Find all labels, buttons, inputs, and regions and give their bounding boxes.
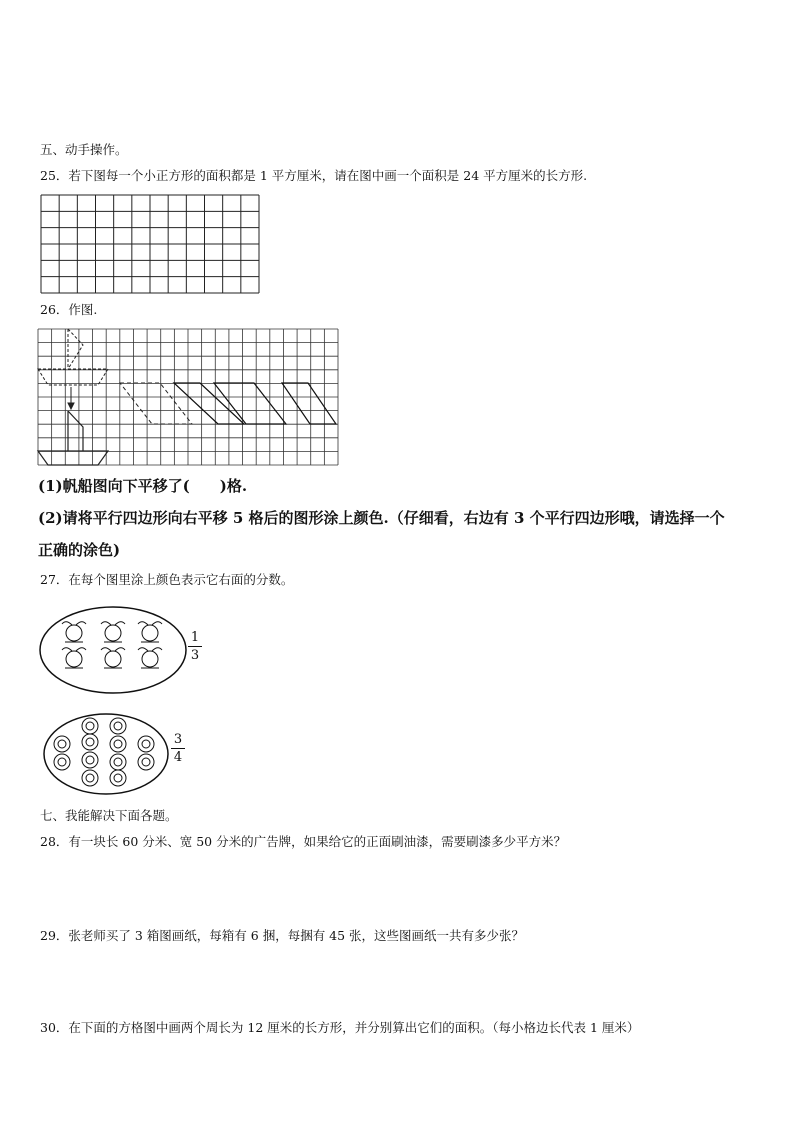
question-28-text: 28．有一块长 60 分米、宽 50 分米的广告牌，如果给它的正面刷油漆，需要刷漆多少平方米？	[40, 834, 567, 849]
fraction-one-third	[188, 630, 202, 663]
question-26-part-2-line-1: (2)请将平行四边形向右平移 5 格后的图形涂上颜色.（仔细看，右边有 3 个平行四边形哦，请选择一个	[38, 509, 725, 527]
fraction-2-numerator: 3	[173, 732, 183, 747]
q26-grid-figure[interactable]	[38, 329, 340, 465]
question-30-text: 30．在下面的方格图中画两个周长为 12 厘米的长方形，并分别算出它们的面积。（每小格边长代表 1 厘米）	[40, 1020, 640, 1035]
fraction-three-quarters	[171, 732, 185, 765]
peach-icon	[66, 651, 82, 667]
section-5-heading: 五、动手操作。	[40, 142, 128, 157]
peach-icon	[66, 625, 82, 641]
sailboat-dashed	[38, 329, 108, 385]
question-29-text: 29．张老师买了 3 箱图画纸，每箱有 6 捆，每捆有 45 张，这些图画纸一共有多少张？	[40, 928, 525, 943]
fraction-2-bar	[171, 748, 185, 749]
down-arrow-icon	[68, 387, 74, 409]
peach-icon	[142, 651, 158, 667]
question-26-part-2-line-2: 正确的涂色)	[38, 541, 121, 559]
fraction-1-bar	[188, 646, 202, 647]
question-26-part-1: (1)帆船图向下平移了( )格.	[38, 477, 248, 495]
fraction-1-denominator: 3	[190, 648, 200, 663]
section-7-heading: 七、我能解决下面各题。	[40, 808, 178, 823]
question-26-title: 26．作图.	[40, 302, 98, 317]
parallelogram-option-1	[174, 383, 244, 424]
q25-grid[interactable]	[40, 194, 260, 294]
question-27-text: 27．在每个图里涂上颜色表示它右面的分数。	[40, 572, 294, 587]
q27-ellipse-1[interactable]	[38, 605, 188, 695]
parallelogram-option-3	[282, 383, 336, 424]
peach-icon	[105, 651, 121, 667]
parallelogram-option-2	[214, 383, 286, 424]
peach-icon	[105, 625, 121, 641]
fraction-2-denominator: 4	[173, 750, 183, 765]
q27-ellipse-2[interactable]	[42, 712, 170, 796]
question-25-text: 25．若下图每一个小正方形的面积都是 1 平方厘米，请在图中画一个面积是 24 平方厘米的长方形.	[40, 168, 588, 183]
peach-icon	[142, 625, 158, 641]
fraction-1-numerator: 1	[190, 630, 200, 645]
